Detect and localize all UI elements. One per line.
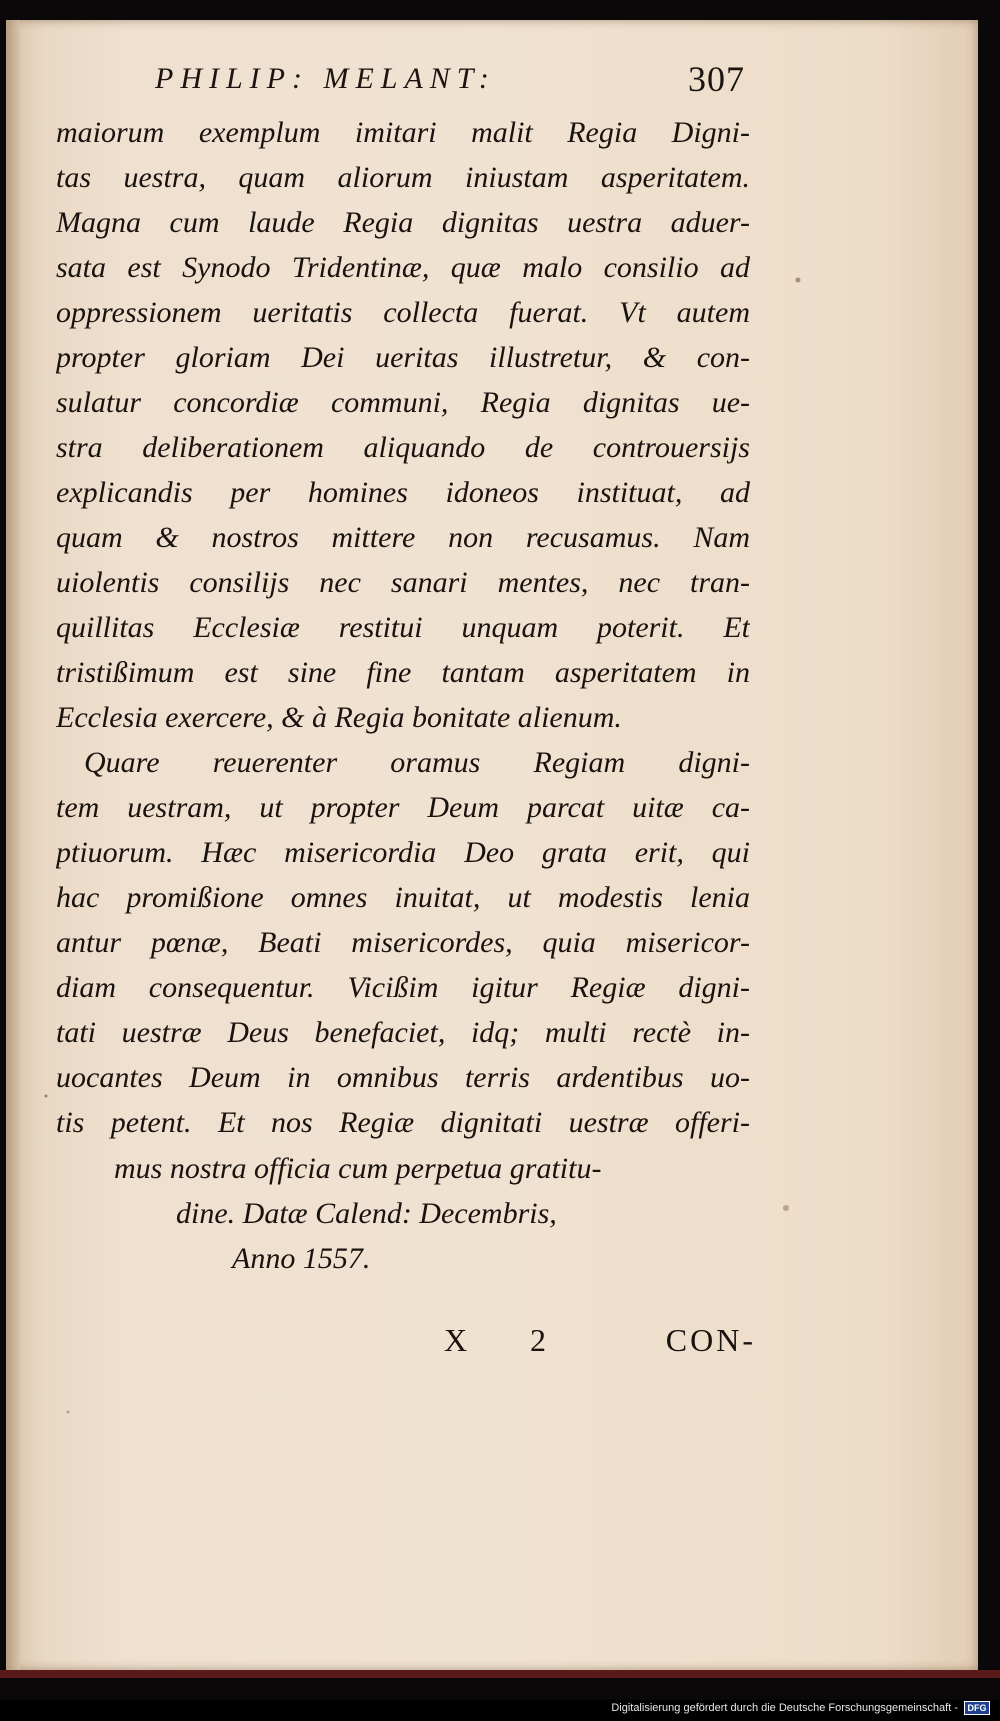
text-line: oppressionem ueritatis collecta fuerat. Vt autem bbox=[56, 296, 750, 329]
signature-mark: X bbox=[444, 1322, 468, 1358]
page-number: 307 bbox=[688, 59, 745, 99]
closing-line: mus nostra officia cum perpetua gratitu- bbox=[114, 1152, 602, 1185]
text-line: sata est Synodo Tridentinæ, quæ malo consilio ad bbox=[56, 251, 750, 284]
running-title: PHILIP: MELANT: bbox=[155, 62, 496, 95]
text-line: quam & nostros mittere non recusamus. Nam bbox=[56, 521, 750, 554]
digitization-credit bbox=[611, 1701, 990, 1715]
text-line: explicandis per homines idoneos instituat, ad bbox=[56, 476, 750, 509]
text-line: tas uestra, quam aliorum iniustam asperitatem. bbox=[56, 161, 750, 194]
page-gutter bbox=[6, 20, 20, 1670]
text-line: hac promißione omnes inuitat, ut modestis lenia bbox=[56, 881, 750, 914]
text-line: antur pœnæ, Beati misericordes, quia misericor- bbox=[56, 926, 750, 959]
catchword: CON- bbox=[665, 1322, 756, 1358]
text-line: Quare reuerenter oramus Regiam digni- bbox=[84, 746, 750, 779]
closing-line: dine. Datæ Calend: Decembris, bbox=[176, 1197, 557, 1230]
text-line: uocantes Deum in omnibus terris ardentibus uo- bbox=[56, 1061, 750, 1094]
text-line: tati uestræ Deus benefaciet, idq; multi rectè in- bbox=[56, 1016, 750, 1049]
signature-line bbox=[444, 1322, 756, 1372]
text-line: maiorum exemplum imitari malit Regia Digni- bbox=[56, 116, 750, 149]
text-line: stra deliberationem aliquando de controuersijs bbox=[56, 431, 750, 464]
body-text bbox=[56, 110, 750, 1145]
text-line: sulatur concordiæ communi, Regia dignitas ue- bbox=[56, 386, 750, 419]
signature-number: 2 bbox=[530, 1322, 546, 1358]
scan-bottom-band bbox=[0, 1670, 1000, 1678]
credit-text: Digitalisierung gefördert durch die Deutsche Forschungsgemeinschaft - bbox=[611, 1702, 958, 1714]
text-line: diam consequentur. Vicißim igitur Regiæ digni- bbox=[56, 971, 750, 1004]
text-line: uiolentis consilijs nec sanari mentes, nec tran- bbox=[56, 566, 750, 599]
running-head bbox=[155, 58, 745, 108]
text-line: Ecclesia exercere, & à Regia bonitate alienum. bbox=[56, 701, 622, 734]
text-line: Magna cum laude Regia dignitas uestra aduer- bbox=[56, 206, 750, 239]
text-line: propter gloriam Dei ueritas illustretur, & con- bbox=[56, 341, 750, 374]
text-line: tristißimum est sine fine tantam asperitatem in bbox=[56, 656, 750, 689]
text-line: quillitas Ecclesiæ restitui unquam poterit. Et bbox=[56, 611, 750, 644]
text-line: ptiuorum. Hæc misericordia Deo grata erit, qui bbox=[56, 836, 750, 869]
text-line: tem uestram, ut propter Deum parcat uitæ ca- bbox=[56, 791, 750, 824]
text-line: tis petent. Et nos Regiæ dignitati uestræ offeri- bbox=[56, 1106, 750, 1139]
closing-line: Anno 1557. bbox=[232, 1242, 371, 1275]
dfg-logo-icon: DFG bbox=[964, 1701, 990, 1715]
